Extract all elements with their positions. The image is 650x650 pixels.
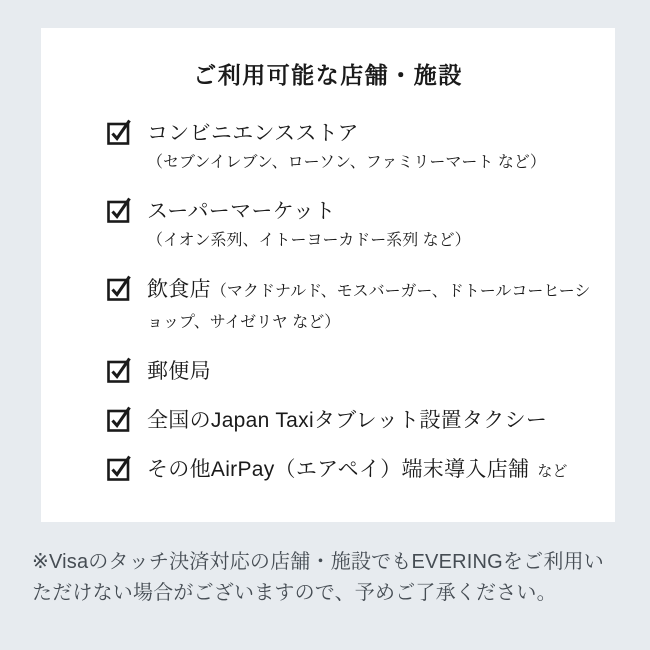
item-label: その他AirPay（エアペイ）端末導入店舗 [147, 458, 530, 481]
list-item [107, 406, 615, 435]
store-list [107, 119, 615, 486]
disclaimer-line-1: ※Visaのタッチ決済対応の店舗・施設でもEVERINGをご利用い [32, 551, 604, 573]
disclaimer-line-2: ただけない場合がございますので、予めご了承ください。 [32, 582, 557, 604]
item-label: スーパーマーケット [147, 200, 336, 223]
page-title: ご利用可能な店舗・施設 [193, 62, 463, 88]
list-item [107, 357, 615, 386]
item-sub-text: （イオン系列、イトーヨーカドー系列 など） [147, 232, 471, 249]
available-stores-card [41, 28, 615, 522]
item-sub-text: など [537, 463, 568, 480]
list-item [107, 119, 615, 177]
item-label: 全国のJapan Taxiタブレット設置タクシー [147, 409, 548, 432]
visa-disclaimer-note [32, 547, 632, 609]
item-sub-text: （マクドナルド、モスバーガー、ドトールコーヒーショップ、サイゼリヤ など） [147, 283, 591, 331]
list-item [107, 275, 615, 337]
checked-checkbox-icon [107, 118, 131, 145]
item-label: 郵便局 [147, 360, 211, 383]
list-item [107, 455, 615, 486]
checked-checkbox-icon [107, 274, 131, 301]
checked-checkbox-icon [107, 356, 131, 383]
item-sub-text: （セブンイレブン、ローソン、ファミリーマート など） [147, 154, 546, 171]
checked-checkbox-icon [107, 196, 131, 223]
item-label: 飲食店 [147, 278, 211, 301]
item-label: コンビニエンスストア [147, 122, 359, 145]
checked-checkbox-icon [107, 454, 131, 481]
list-item [107, 197, 615, 255]
checked-checkbox-icon [107, 405, 131, 432]
